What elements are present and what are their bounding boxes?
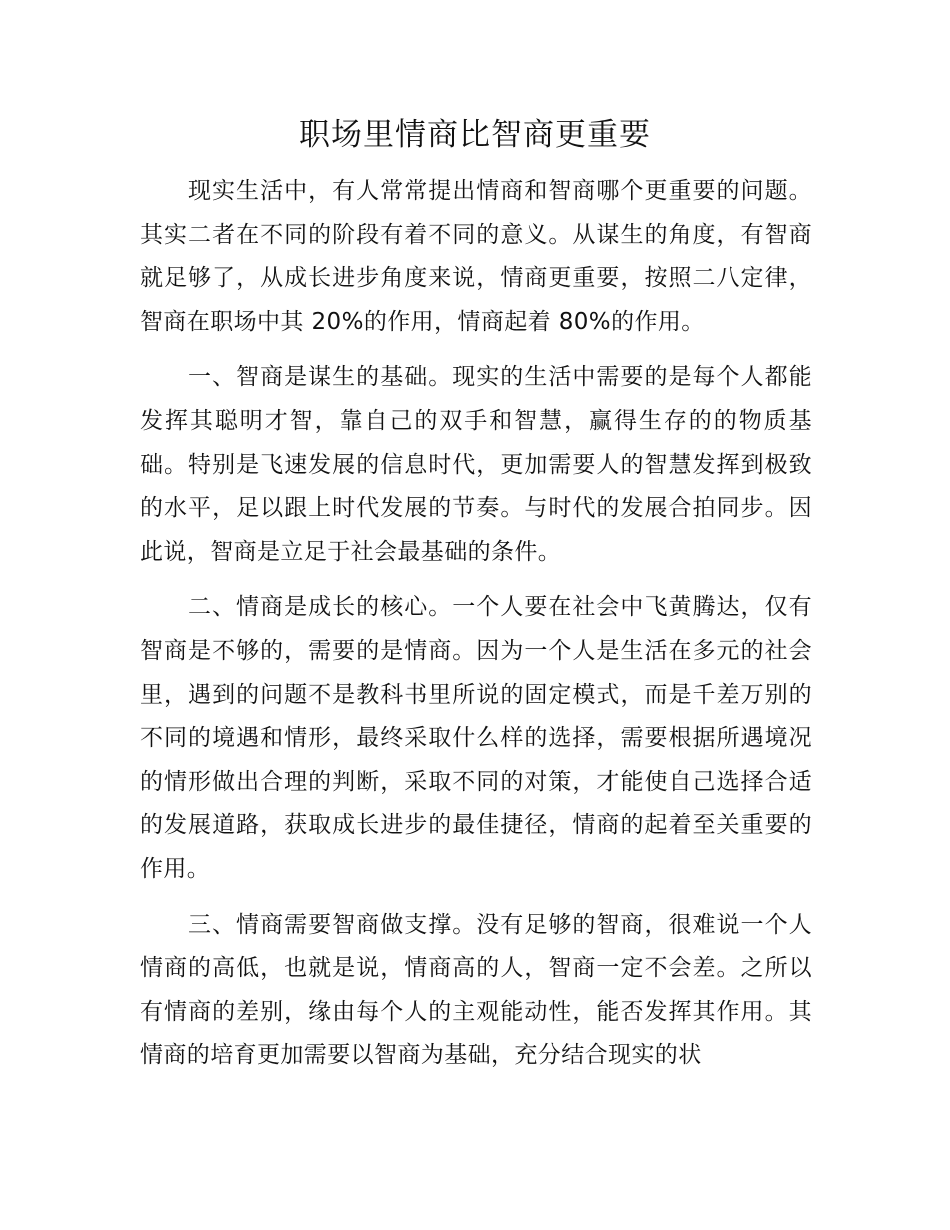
paragraph-section-1: 一、智商是谋生的基础。现实的生活中需要的是每个人都能发挥其聪明才智，靠自己的双手和智慧，赢得生存的的物质基础。特别是飞速发展的信息时代，更加需要人的智慧发挥到极致的水平，足以跟上时代发展的节奏。与时代的发展合拍同步。因此说，智商是立足于社会最基础的条件。 xyxy=(140,364,812,565)
document-body xyxy=(140,170,812,1090)
paragraph-section-3: 三、情商需要智商做支撑。没有足够的智商，很难说一个人情商的高低，也就是说，情商高的人，智商一定不会差。之所以有情商的差别，缘由每个人的主观能动性，能否发挥其作用。其情商的培育更加需要以智商为基础，充分结合现实的状 xyxy=(140,911,812,1069)
paragraph-section-2: 二、情商是成长的核心。一个人要在社会中飞黄腾达，仅有智商是不够的，需要的是情商。因为一个人是生活在多元的社会里，遇到的问题不是教科书里所说的固定模式，而是千差万别的不同的境遇和情形，最终采取什么样的选择，需要根据所遇境况的情形做出合理的判断，采取不同的对策，才能使自己选择合适的发展道路，获取成长进步的最佳捷径，情商的起着至关重要的作用。 xyxy=(140,594,812,882)
paragraph-intro: 现实生活中，有人常常提出情商和智商哪个更重要的问题。其实二者在不同的阶段有着不同的意义。从谋生的角度，有智商就足够了，从成长进步角度来说，情商更重要，按照二八定律，智商在职场中其 20%的作用，情商起着 80%的作用。 xyxy=(140,178,812,335)
document-title: 职场里情商比智商更重要 xyxy=(299,117,651,153)
